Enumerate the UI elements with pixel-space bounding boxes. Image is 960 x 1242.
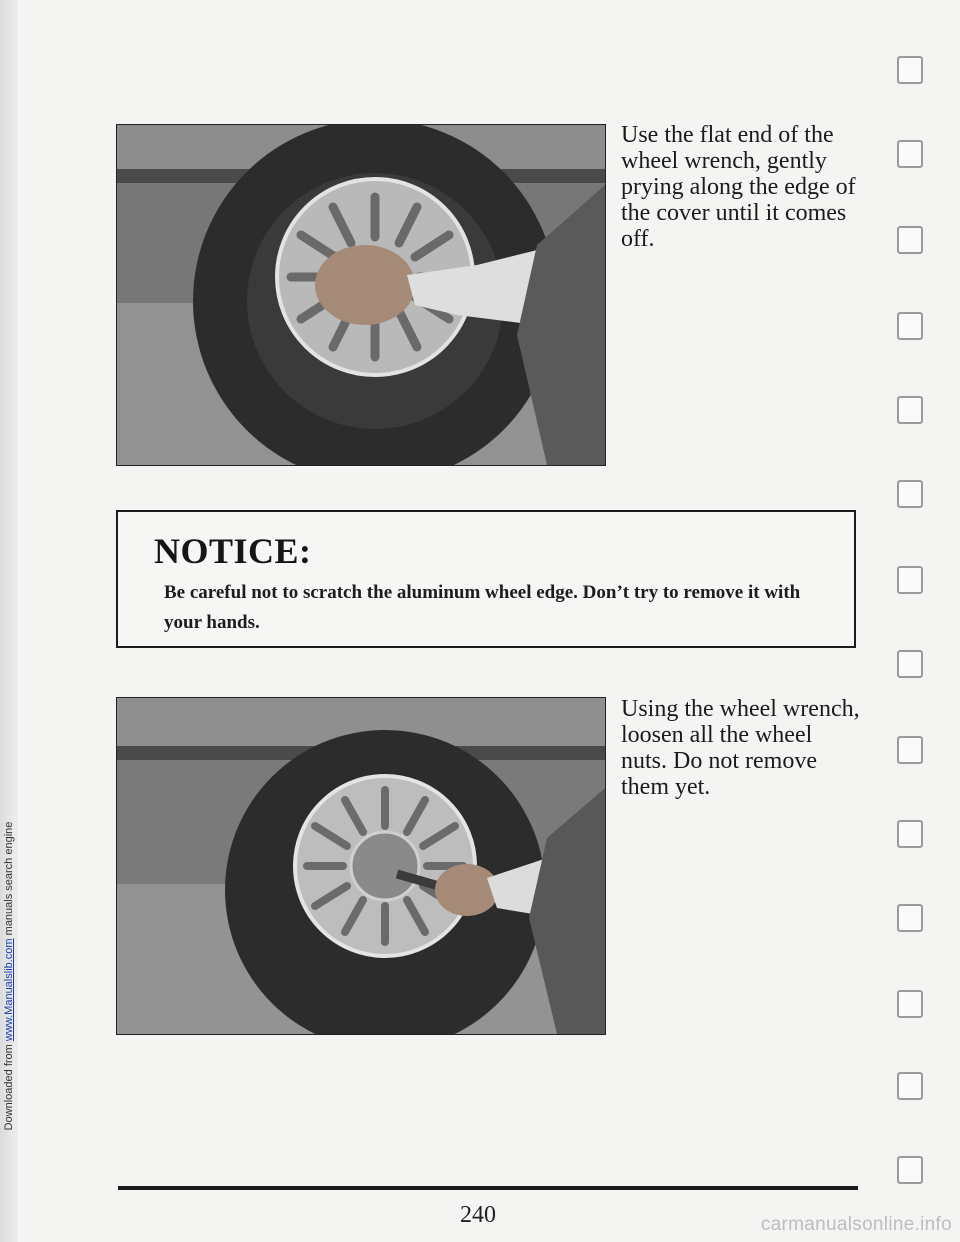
watermark-suffix: manuals search engine: [3, 821, 15, 939]
index-tab[interactable]: [897, 396, 923, 424]
index-tab[interactable]: [897, 1156, 923, 1184]
page-divider: [118, 1186, 858, 1190]
wheel-cover-illustration: [117, 125, 605, 465]
index-tab[interactable]: [897, 990, 923, 1018]
footer-watermark: carmanualsonline.info: [760, 1214, 952, 1235]
notice-box: [116, 510, 856, 648]
notice-title: NOTICE:: [154, 531, 312, 571]
step-remove-cover-text: Use the flat end of the wheel wrench, gently prying along the edge of the cover until it comes off.: [621, 122, 856, 252]
index-tab[interactable]: [897, 904, 923, 932]
manualslib-link[interactable]: www.Manualslib.com: [3, 938, 15, 1042]
index-tab[interactable]: [897, 820, 923, 848]
index-tab[interactable]: [897, 566, 923, 594]
side-watermark: [0, 0, 18, 1242]
photo-loosening-wheel-nuts: [116, 697, 606, 1035]
index-tab[interactable]: [897, 56, 923, 84]
index-tab[interactable]: [897, 650, 923, 678]
index-tabs: [897, 0, 927, 1242]
photo-removing-wheel-cover: [116, 124, 606, 466]
wheel-nuts-illustration: [117, 698, 605, 1034]
index-tab[interactable]: [897, 1072, 923, 1100]
index-tab[interactable]: [897, 312, 923, 340]
index-tab[interactable]: [897, 226, 923, 254]
step-loosen-nuts-text: Using the wheel wrench, loosen all the wheel nuts. Do not remove them yet.: [621, 696, 860, 800]
watermark-prefix: Downloaded from: [3, 1041, 15, 1131]
index-tab[interactable]: [897, 736, 923, 764]
index-tab[interactable]: [897, 480, 923, 508]
notice-body: Be careful not to scratch the aluminum wheel edge. Don’t try to remove it with your hands.: [164, 582, 801, 633]
index-tab[interactable]: [897, 140, 923, 168]
page-number: 240: [460, 1202, 496, 1228]
